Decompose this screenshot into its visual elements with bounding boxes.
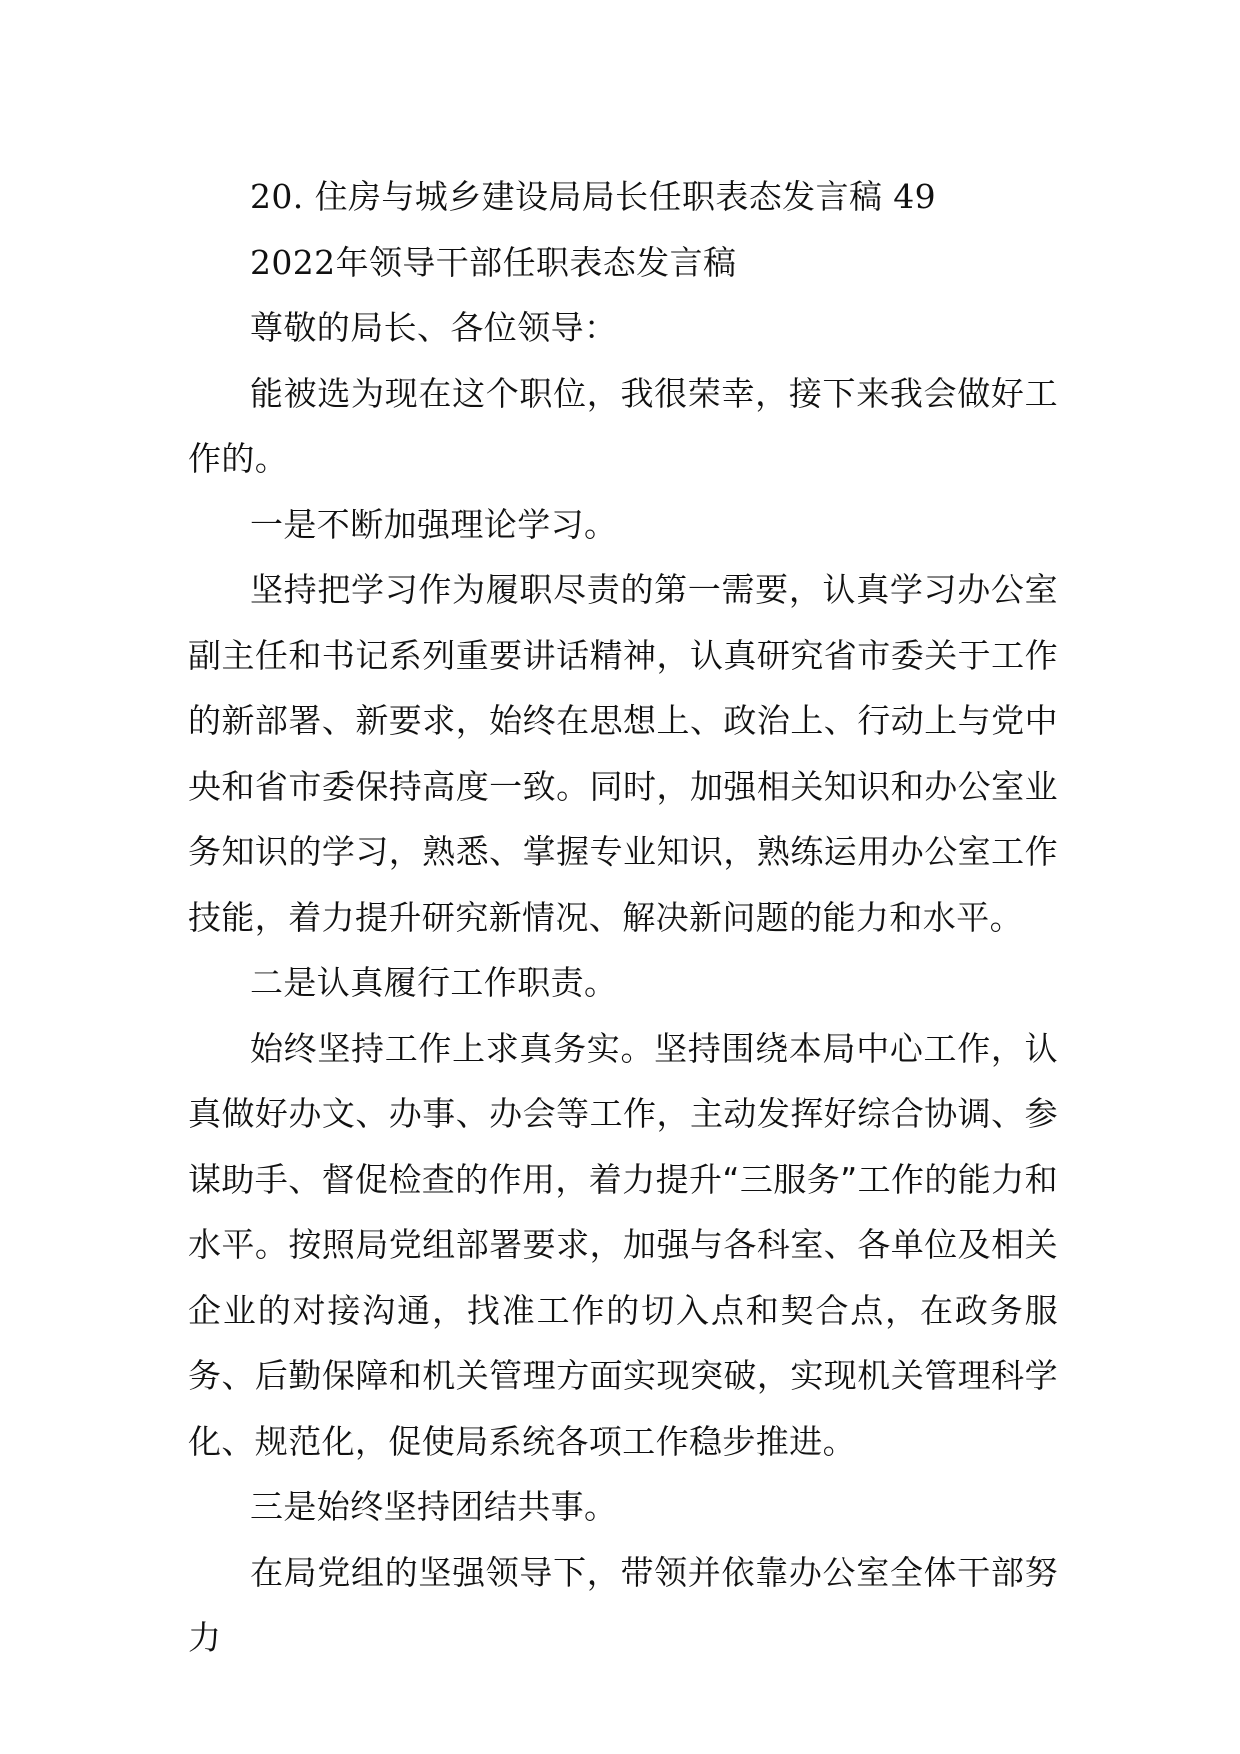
paragraph-study: 坚持把学习作为履职尽责的第一需要，认真学习办公室副主任和书记系列重要讲话精神，认真研究省市委关于工作的新部署、新要求，始终在思想上、政治上、行动上与党中央和省市委保持高度一致。同时，加强相关知识和办公室业务知识的学习，熟悉、掌握专业知识，熟练运用办公室工作技能，着力提升研究新情况、解决新问题的能力和水平。 [188,570,1058,937]
document-body [188,164,1058,1671]
section-heading-3: 三是始终坚持团结共事。 [250,1487,618,1526]
paragraph-duties: 始终坚持工作上求真务实。坚持围绕本局中心工作，认真做好办文、办事、办会等工作，主动发挥好综合协调、参谋助手、督促检查的作用，着力提升“三服务”工作的能力和水平。按照局党组部署要求，加强与各科室、各单位及相关企业的对接沟通，找准工作的切入点和契合点，在政务服务、后勤保障和机关管理方面实现突破，实现机关管理科学化、规范化，促使局系统各项工作稳步推进。 [188,1028,1058,1461]
section-heading-2: 二是认真履行工作职责。 [250,963,618,1002]
salutation: 尊敬的局长、各位领导： [250,308,618,347]
toc-entry: 20. 住房与城乡建设局局长任职表态发言稿 49 [250,177,937,216]
section-heading-1: 一是不断加强理论学习。 [250,504,618,544]
document-title: 2022年领导干部任职表态发言稿 [250,242,737,282]
paragraph-opening: 能被选为现在这个职位，我很荣幸，接下来我会做好工作的。 [188,373,1058,478]
paragraph-unity: 在局党组的坚强领导下，带领并依靠办公室全体干部努力 [188,1552,1058,1657]
